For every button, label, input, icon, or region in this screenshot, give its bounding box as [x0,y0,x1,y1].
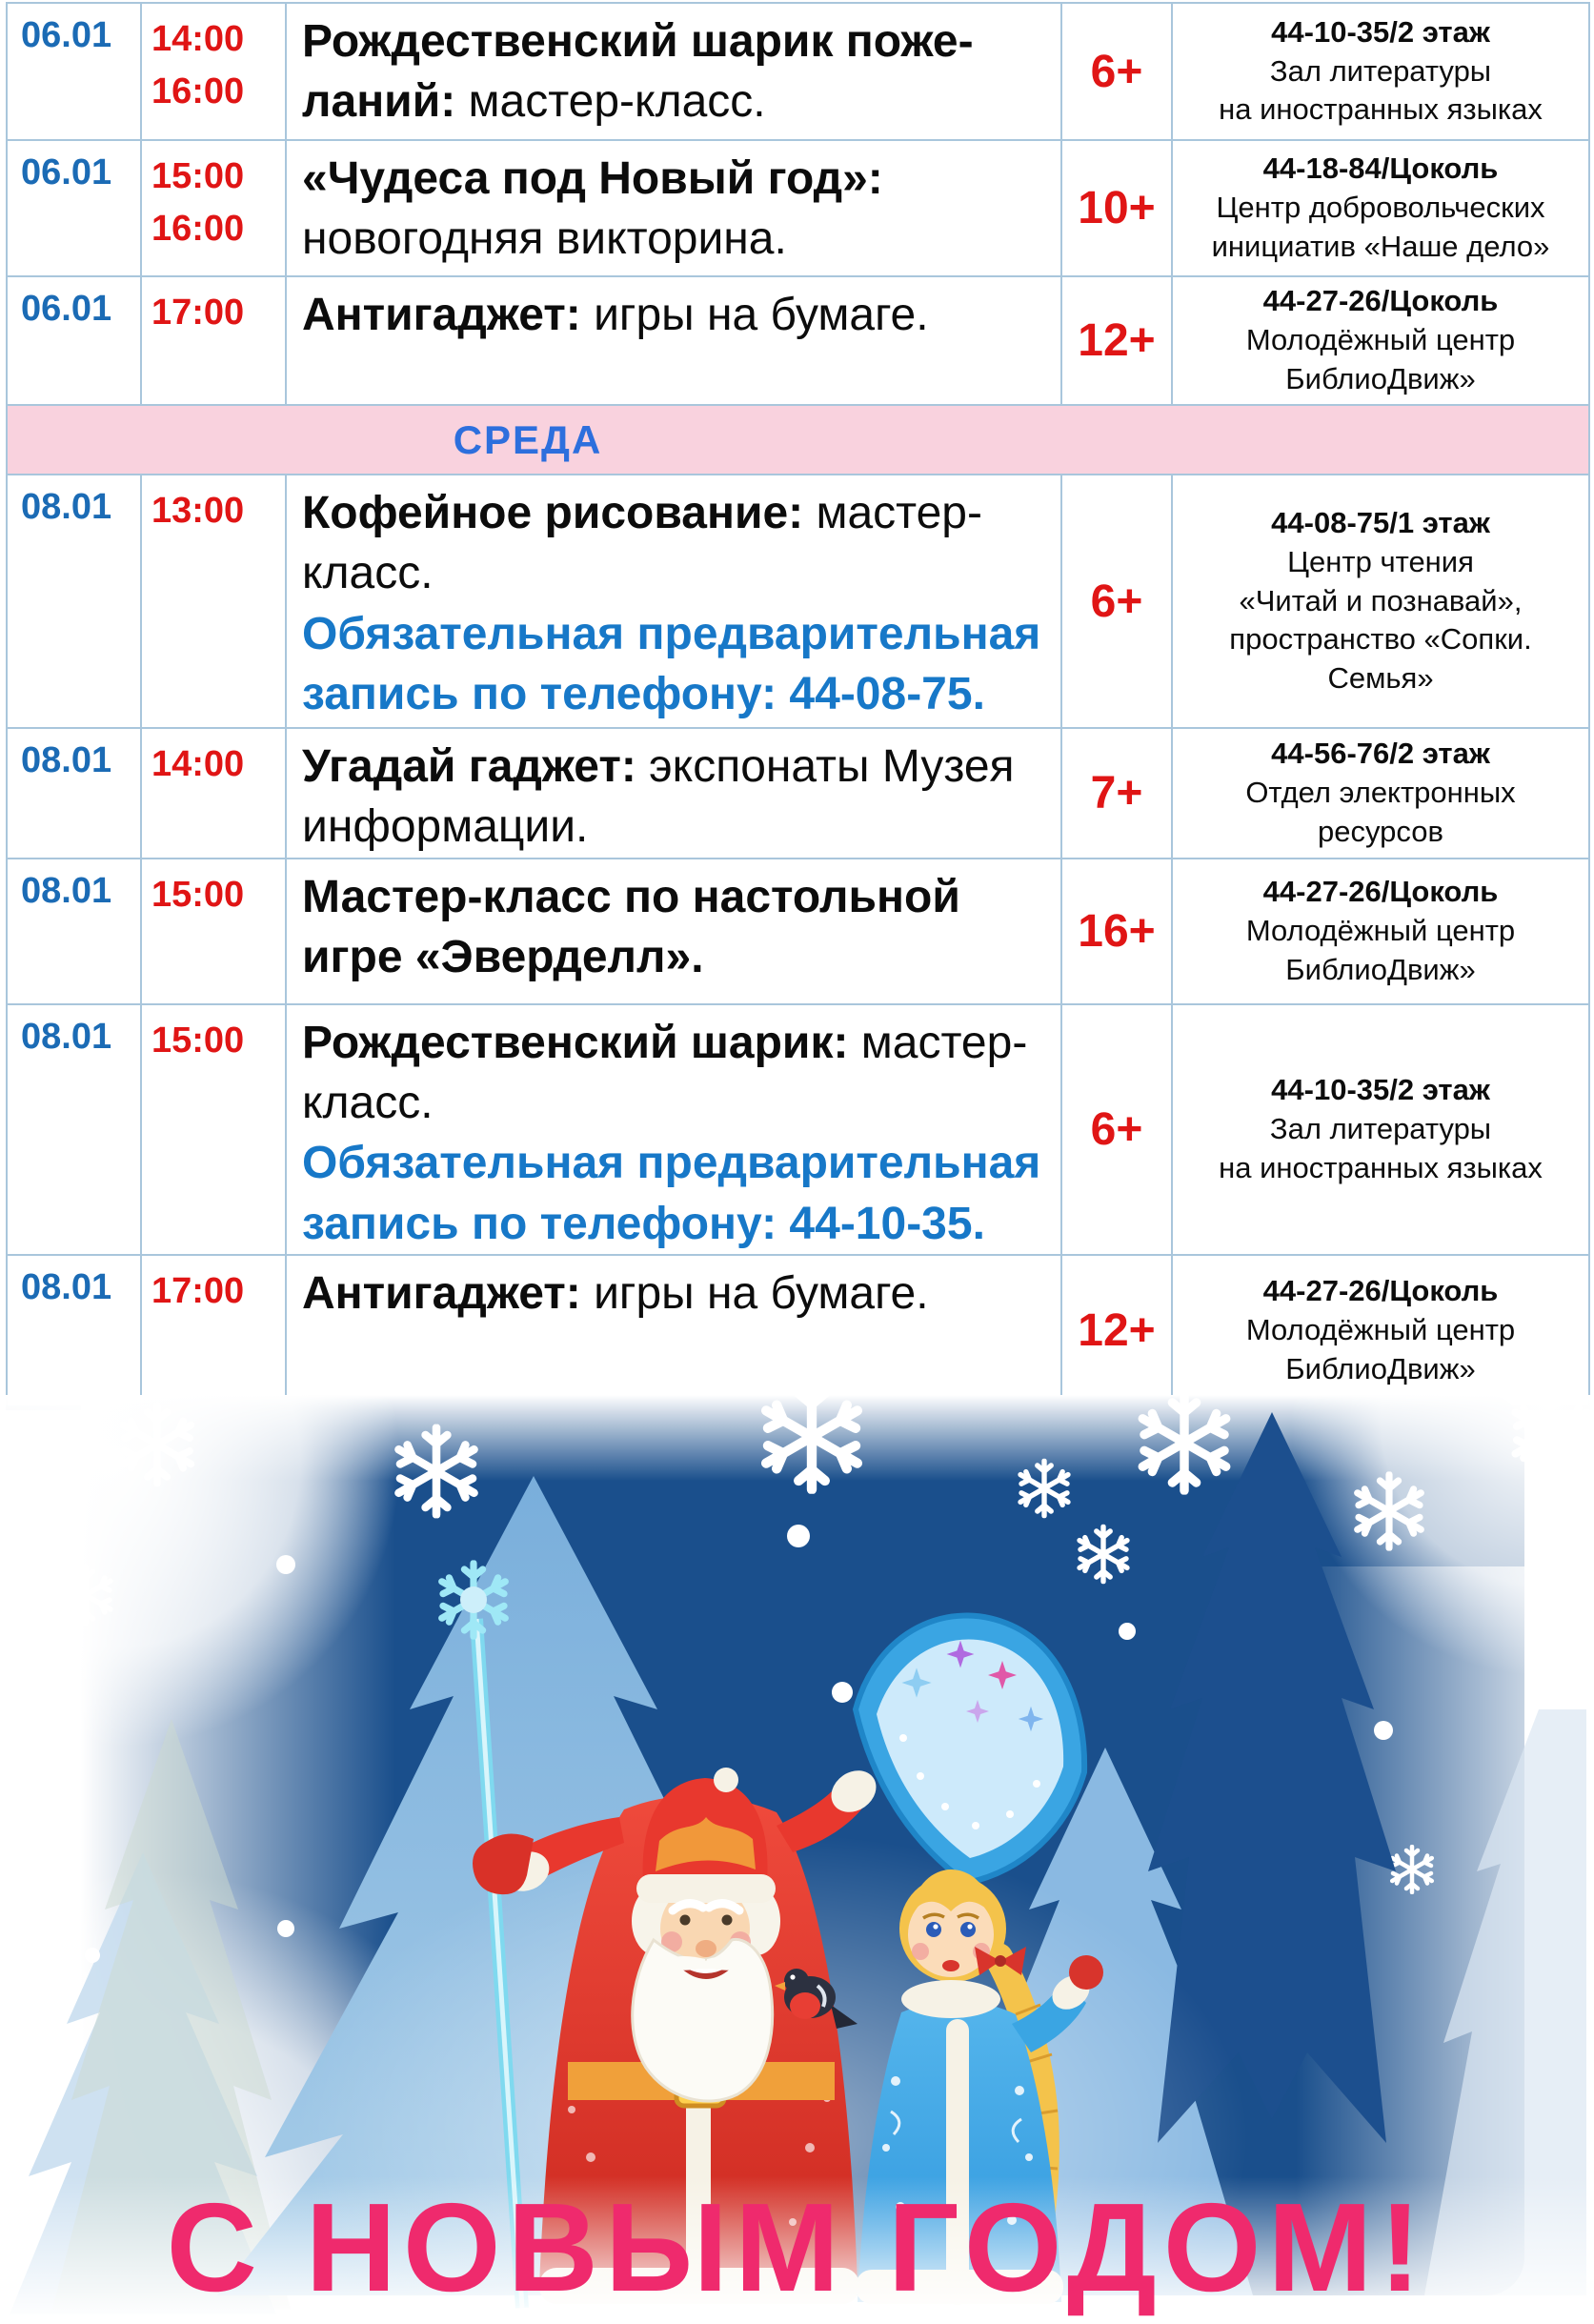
location-line: «Читай и познавай», [1239,583,1523,617]
time-line: 15:00 [151,874,245,915]
event-date: 08.01 [7,859,141,1004]
table-row [7,859,1589,1004]
location-line: пространство «Сопки. Семья» [1229,622,1532,696]
table-row [7,1255,1589,1407]
event-title: Рождественский шарик поже-ланий: [302,16,974,128]
table-row [7,140,1589,276]
age-rating: 7+ [1061,728,1172,859]
time-line: 15:00 [151,1020,245,1061]
event-subtitle: экспонаты Музея информации. [302,741,1015,853]
location-phone: 44-08-75/1 этаж [1271,505,1490,539]
age-rating: 12+ [1061,276,1172,405]
event-location [1172,3,1589,140]
event-date: 08.01 [7,475,141,728]
event-subtitle: новогодняя викторина. [302,213,787,265]
event-title: Антигаджет: [302,290,581,340]
day-header-label: СРЕДА [453,416,603,462]
event-date: 06.01 [7,140,141,276]
location-phone: 44-10-35/2 этаж [1271,1073,1490,1107]
location-phone: 44-27-26/Цоколь [1262,1274,1499,1308]
time-line: 14:00 [151,19,245,59]
table-row [7,276,1589,405]
event-time [141,1255,286,1407]
event-subtitle: мастер-класс. [302,1017,1028,1129]
time-line: 14:00 [151,744,245,784]
event-title: Рождественский шарик: [302,1017,849,1068]
location-line: БиблиоДвиж» [1285,1351,1476,1385]
location-line: Молодёжный центр [1245,323,1516,357]
location-phone: 44-10-35/2 этаж [1271,14,1490,49]
location-line: Зал литературы [1269,53,1492,88]
event-time [141,728,286,859]
event-date: 08.01 [7,1004,141,1255]
event-location [1172,1255,1589,1407]
location-phone: 44-27-26/Цоколь [1262,284,1499,318]
location-line: на иностранных языках [1219,92,1543,127]
location-line: Зал литературы [1269,1111,1492,1145]
event-location [1172,728,1589,859]
age-rating: 6+ [1061,475,1172,728]
location-line: Молодёжный центр [1245,913,1516,947]
event-location [1172,276,1589,405]
location-line: Центр добровольческих [1216,191,1545,225]
event-date: 06.01 [7,276,141,405]
event-description [286,3,1061,140]
age-rating: 6+ [1061,1004,1172,1255]
time-line: 13:00 [151,491,245,531]
table-row [7,1004,1589,1255]
event-description [286,1004,1061,1255]
location-line: Центр чтения [1287,544,1474,578]
location-line: Молодёжный центр [1245,1312,1516,1346]
event-subtitle: игры на бумаге. [580,1268,929,1320]
location-line: инициатив «Наше дело» [1211,229,1550,263]
age-rating: 6+ [1061,3,1172,140]
event-description [286,728,1061,859]
event-time [141,1004,286,1255]
greeting-text: С НОВЫМ ГОДОМ! [166,2177,1428,2317]
event-note: Обязательная предварительная запись по телефону: 44-10-35. [302,1138,1041,1249]
table-row [7,475,1589,728]
event-title: «Чудеса под Новый год»: [302,153,883,204]
day-header [7,405,1589,475]
event-title: Мастер-класс по настольной игре «Эверделл». [302,871,960,983]
event-description [286,276,1061,405]
event-description [286,859,1061,1004]
event-title: Угадай гаджет: [302,741,636,792]
event-time [141,475,286,728]
time-line: 16:00 [151,71,245,112]
event-title: Антигаджет: [302,1268,581,1320]
event-location [1172,475,1589,728]
time-line: 16:00 [151,209,245,250]
event-subtitle: мастер-класс. [455,76,766,128]
event-time [141,3,286,140]
event-time [141,859,286,1004]
location-line: на иностранных языках [1219,1150,1543,1184]
location-line: БиблиоДвиж» [1285,361,1476,395]
event-description [286,1255,1061,1407]
schedule-table [6,2,1590,1410]
event-date: 08.01 [7,728,141,859]
event-time [141,140,286,276]
event-location [1172,1004,1589,1255]
day-header-cell [7,405,1589,475]
event-subtitle: игры на бумаге. [580,290,929,340]
time-line: 17:00 [151,1271,245,1312]
location-line: БиблиоДвиж» [1285,952,1476,986]
event-description [286,475,1061,728]
event-location [1172,140,1589,276]
event-title: Кофейное рисование: [302,488,804,538]
event-description [286,140,1061,276]
location-phone: 44-27-26/Цоколь [1262,874,1499,908]
location-phone: 44-56-76/2 этаж [1271,737,1490,770]
location-phone: 44-18-84/Цоколь [1262,152,1499,186]
age-rating: 10+ [1061,140,1172,276]
event-date: 08.01 [7,1255,141,1407]
time-line: 17:00 [151,293,245,333]
event-note: Обязательная предварительная запись по телефону: 44-08-75. [302,608,1041,720]
event-subtitle: мастер-класс. [302,488,982,599]
location-line: ресурсов [1318,814,1443,848]
table-row [7,3,1589,140]
table-row [7,728,1589,859]
event-date: 06.01 [7,3,141,140]
event-location [1172,859,1589,1004]
age-rating: 12+ [1061,1255,1172,1407]
event-time [141,276,286,405]
location-line: Отдел электронных [1245,775,1516,809]
age-rating: 16+ [1061,859,1172,1004]
time-line: 15:00 [151,156,245,196]
